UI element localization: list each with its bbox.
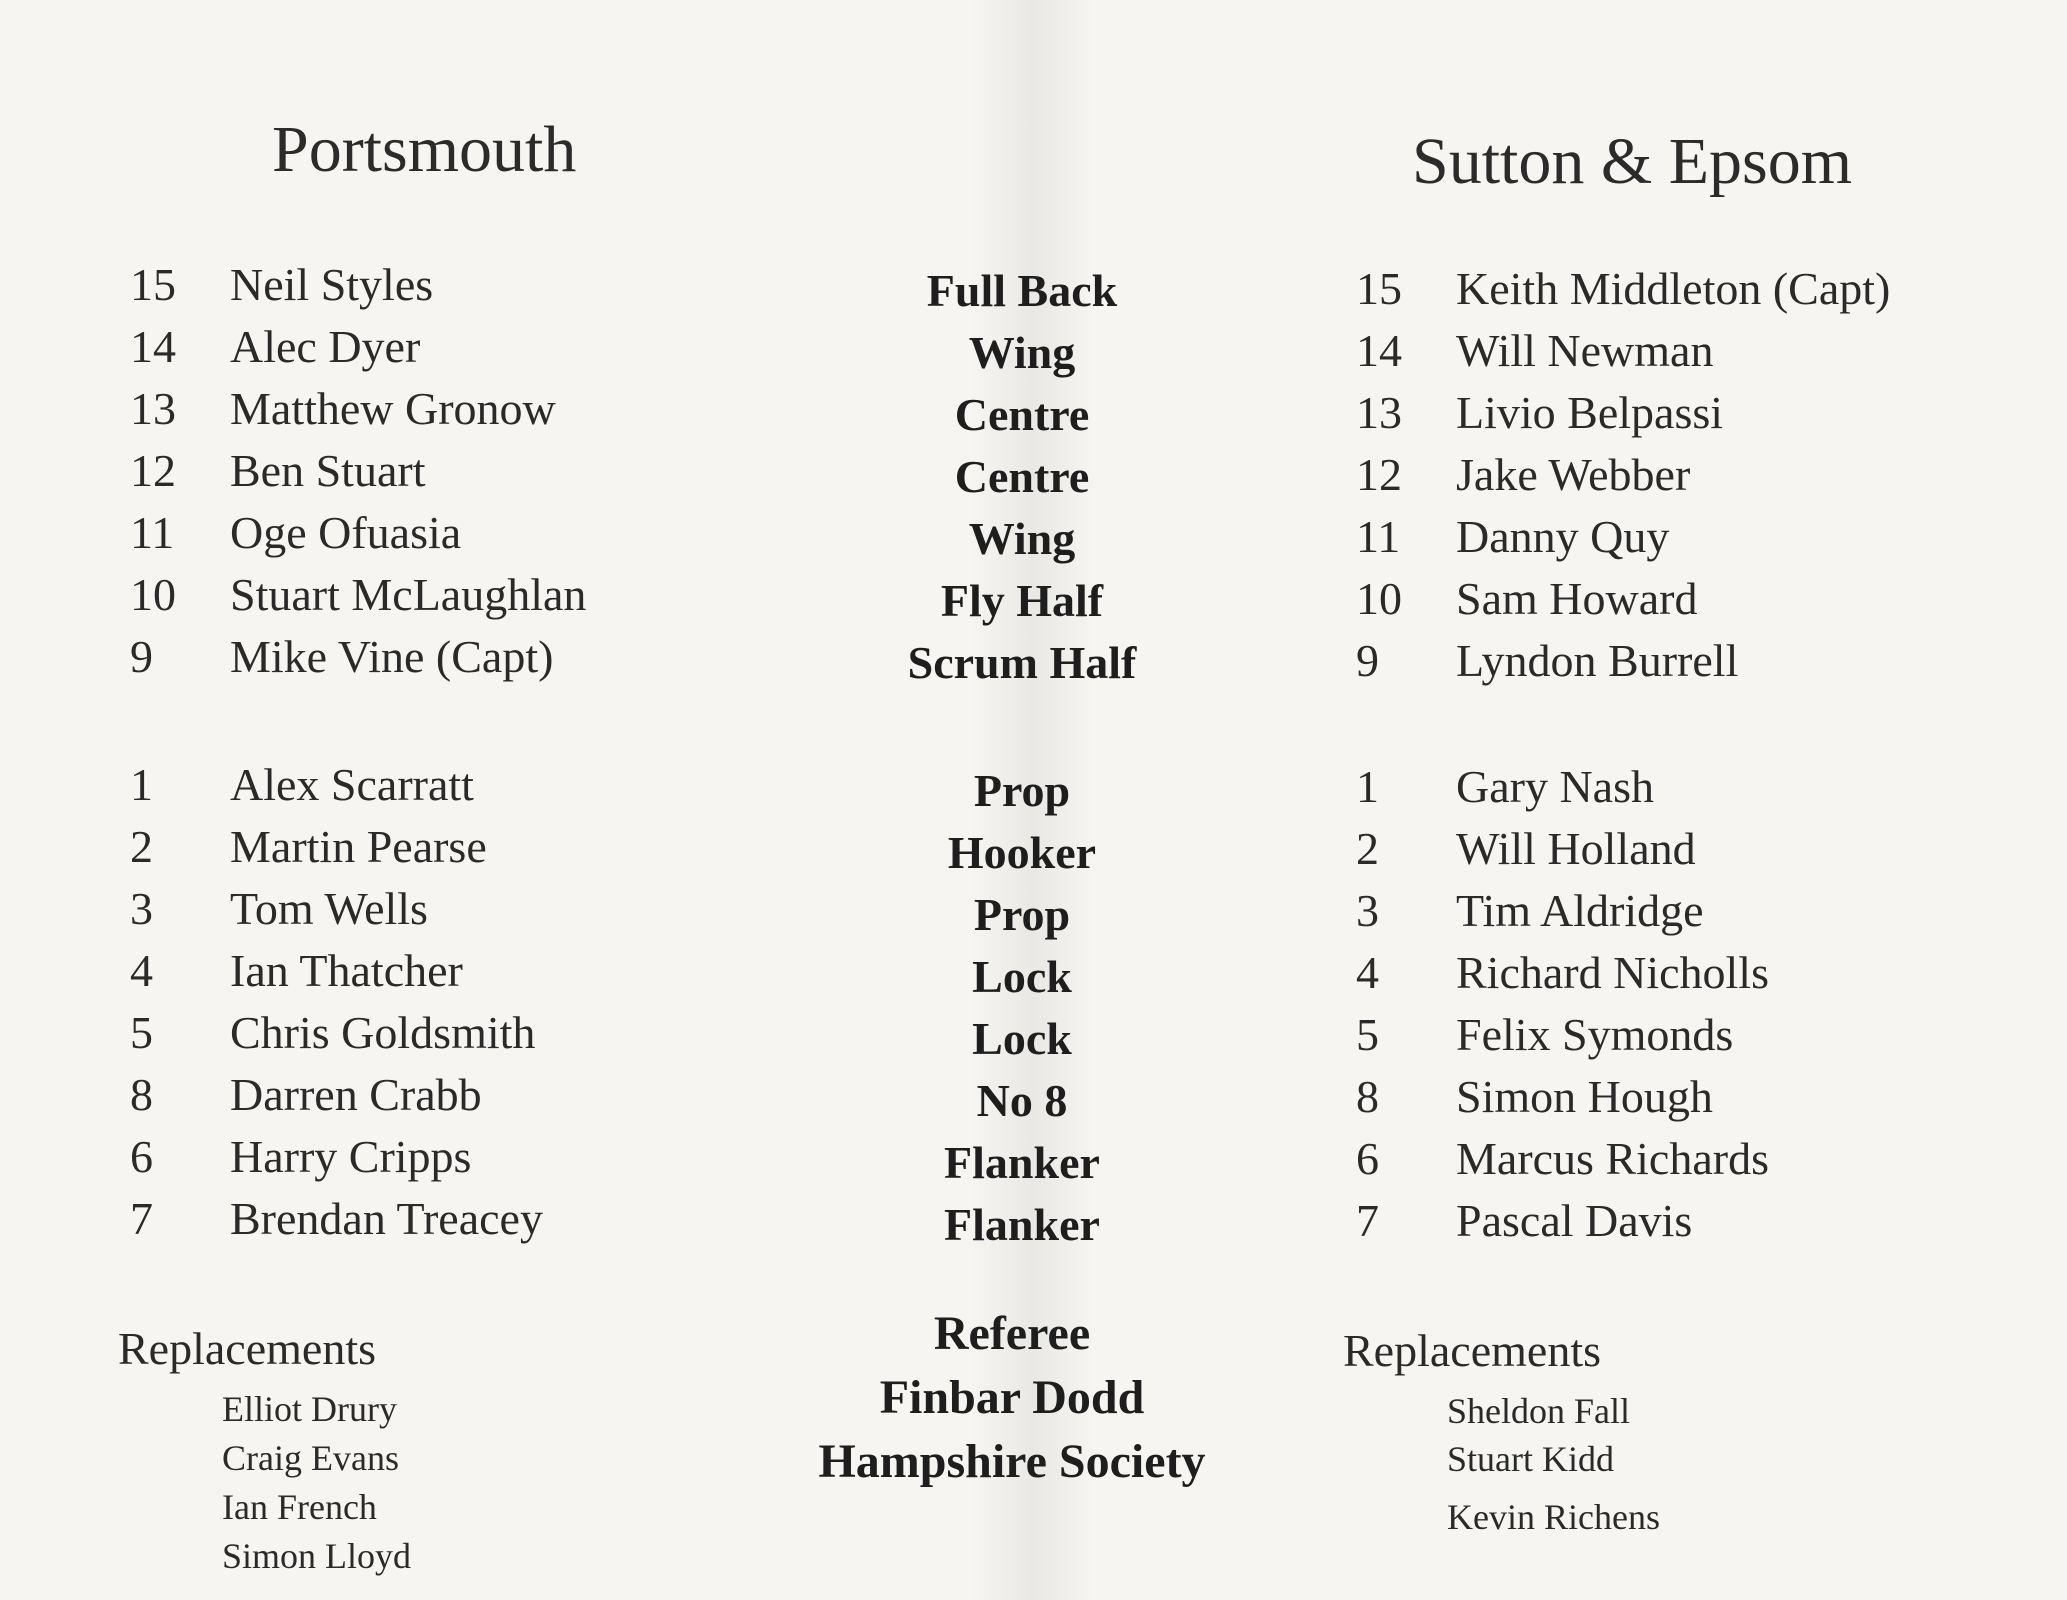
player-number: 5 [1356, 1009, 1379, 1060]
player-number: 13 [1356, 387, 1402, 438]
player-name: Matthew Gronow [230, 383, 556, 434]
player-name: Sam Howard [1456, 573, 1698, 624]
player-number: 11 [1356, 511, 1401, 562]
player-name: Lyndon Burrell [1456, 635, 1739, 686]
player-name: Darren Crabb [230, 1069, 482, 1120]
position-label: Fly Half [940, 575, 1104, 626]
player-number: 12 [1356, 449, 1402, 500]
home-replacement: Elliot Drury [222, 1389, 397, 1429]
player-name: Marcus Richards [1456, 1133, 1769, 1184]
position-label: Lock [972, 1013, 1072, 1064]
position-label: Centre [954, 389, 1090, 440]
position-label: Flanker [944, 1199, 1100, 1250]
home-team-title: Portsmouth [272, 113, 577, 186]
away-replacement: Sheldon Fall [1447, 1391, 1631, 1431]
player-number: 12 [130, 445, 176, 496]
player-number: 7 [130, 1193, 153, 1244]
player-name: Gary Nash [1456, 761, 1654, 812]
player-name: Danny Quy [1456, 511, 1670, 562]
player-name: Stuart McLaughlan [230, 569, 587, 620]
home-replacement: Ian French [222, 1487, 377, 1527]
player-name: Will Newman [1456, 325, 1714, 376]
player-name: Alec Dyer [230, 321, 421, 372]
player-number: 10 [130, 569, 176, 620]
player-number: 5 [130, 1007, 153, 1058]
player-number: 3 [130, 883, 153, 934]
position-label: Prop [973, 765, 1071, 816]
player-number: 7 [1356, 1195, 1379, 1246]
position-label: Centre [954, 451, 1090, 502]
player-name: Jake Webber [1456, 449, 1691, 500]
player-number: 3 [1356, 885, 1379, 936]
referee-society: Hampshire Society [818, 1435, 1206, 1488]
player-name: Simon Hough [1456, 1071, 1713, 1122]
player-name: Chris Goldsmith [230, 1007, 536, 1058]
player-number: 1 [1356, 761, 1379, 812]
player-name: Richard Nicholls [1456, 947, 1769, 998]
away-team-title: Sutton & Epsom [1412, 125, 1853, 198]
player-number: 8 [130, 1069, 153, 1120]
player-number: 4 [1356, 947, 1379, 998]
player-number: 9 [130, 631, 153, 682]
away-replacement: Kevin Richens [1447, 1497, 1660, 1537]
player-name: Pascal Davis [1456, 1195, 1693, 1246]
home-replacement: Craig Evans [222, 1438, 399, 1478]
player-name: Oge Ofuasia [230, 507, 462, 558]
player-number: 6 [130, 1131, 153, 1182]
player-number: 11 [130, 507, 175, 558]
player-name: Ian Thatcher [230, 945, 463, 996]
player-number: 14 [130, 321, 176, 372]
player-name: Brendan Treacey [230, 1193, 543, 1244]
player-name: Alex Scarratt [230, 759, 474, 810]
player-number: 8 [1356, 1071, 1379, 1122]
player-number: 2 [130, 821, 153, 872]
player-name: Martin Pearse [230, 821, 487, 872]
player-number: 9 [1356, 635, 1379, 686]
position-label: Lock [972, 951, 1072, 1002]
away-replacements-heading: Replacements [1343, 1325, 1602, 1376]
player-name: Neil Styles [230, 259, 434, 310]
player-number: 15 [1356, 263, 1402, 314]
player-name: Tom Wells [230, 883, 428, 934]
referee-label: Referee [933, 1307, 1091, 1360]
player-number: 14 [1356, 325, 1402, 376]
player-number: 15 [130, 259, 176, 310]
player-name: Tim Aldridge [1456, 885, 1704, 936]
player-name: Felix Symonds [1456, 1009, 1734, 1060]
player-name: Harry Cripps [230, 1131, 472, 1182]
player-number: 6 [1356, 1133, 1379, 1184]
home-replacements-heading: Replacements [118, 1323, 377, 1374]
player-name: Will Holland [1456, 823, 1696, 874]
position-label: Hooker [947, 827, 1097, 878]
player-number: 2 [1356, 823, 1379, 874]
player-name: Livio Belpassi [1456, 387, 1724, 438]
position-label: Prop [973, 889, 1071, 940]
player-number: 4 [130, 945, 153, 996]
player-number: 13 [130, 383, 176, 434]
position-label: Wing [968, 327, 1076, 378]
referee-name: Finbar Dodd [879, 1371, 1145, 1424]
home-replacement: Simon Lloyd [222, 1536, 412, 1576]
position-label: No 8 [976, 1075, 1068, 1126]
away-replacement: Stuart Kidd [1447, 1439, 1614, 1479]
player-number: 10 [1356, 573, 1402, 624]
player-number: 1 [130, 759, 153, 810]
player-name: Keith Middleton (Capt) [1456, 263, 1891, 314]
position-label: Flanker [944, 1137, 1100, 1188]
position-label: Scrum Half [907, 637, 1137, 688]
position-label: Full Back [926, 265, 1118, 316]
player-name: Mike Vine (Capt) [230, 631, 554, 682]
player-name: Ben Stuart [230, 445, 426, 496]
position-label: Wing [968, 513, 1076, 564]
